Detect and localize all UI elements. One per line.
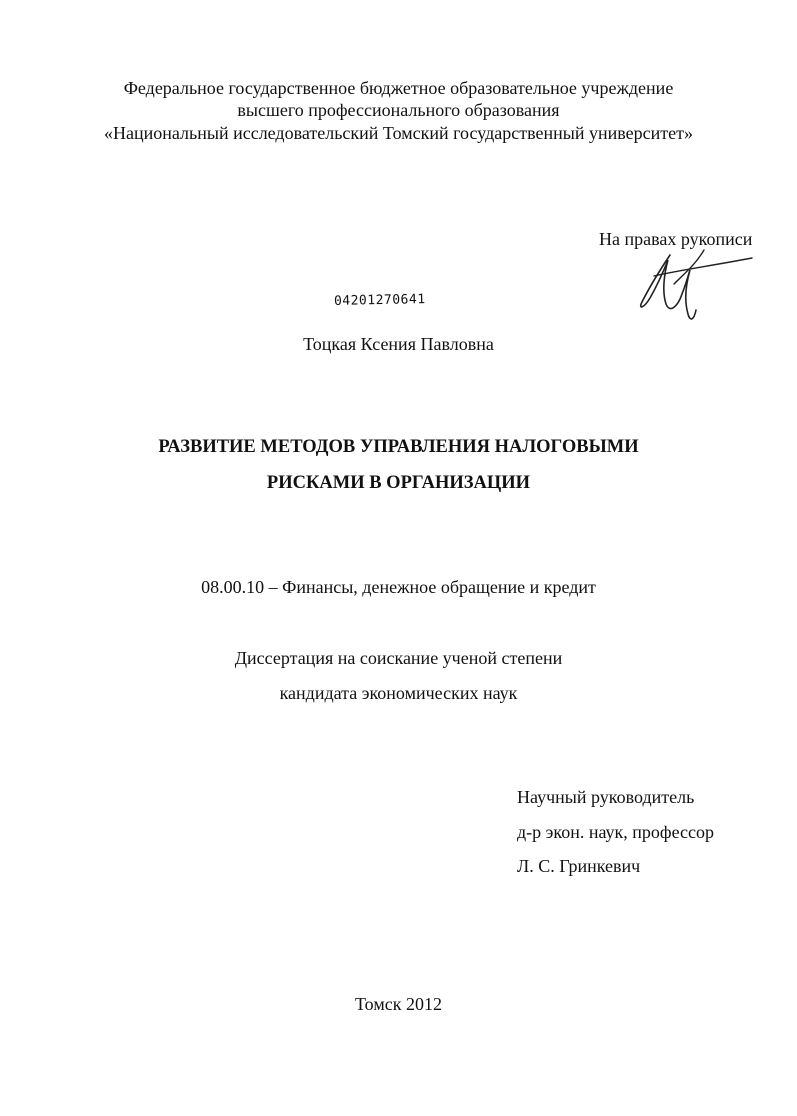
institution-line-2: высшего профессионального образования [237,100,560,120]
institution-line-1: Федеральное государственное бюджетное образовательное учреждение [123,78,674,98]
manuscript-note: На правах рукописи [599,229,753,249]
supervisor-label: Научный руководитель [517,787,695,807]
author-name: Тоцкая Ксения Павловна [303,334,494,354]
institution-line-3: «Национальный исследовательский Томский государственный университет» [104,123,693,143]
degree-line-1: Диссертация на соискание ученой степени [234,648,563,668]
specialty-code: 08.00.10 – Финансы, денежное обращение и кредит [201,577,596,597]
registration-stamp: 04201270641 [333,292,426,309]
thesis-title-line-2: РИСКАМИ В ОРГАНИЗАЦИИ [266,473,531,493]
thesis-title-line-1: РАЗВИТИЕ МЕТОДОВ УПРАВЛЕНИЯ НАЛОГОВЫМИ [158,437,639,457]
degree-line-2: кандидата экономических наук [279,683,518,703]
supervisor-name: Л. С. Гринкевич [517,856,641,876]
supervisor-credentials: д-р экон. наук, профессор [517,822,715,842]
signature-icon [630,240,755,325]
place-year: Томск 2012 [355,994,442,1014]
